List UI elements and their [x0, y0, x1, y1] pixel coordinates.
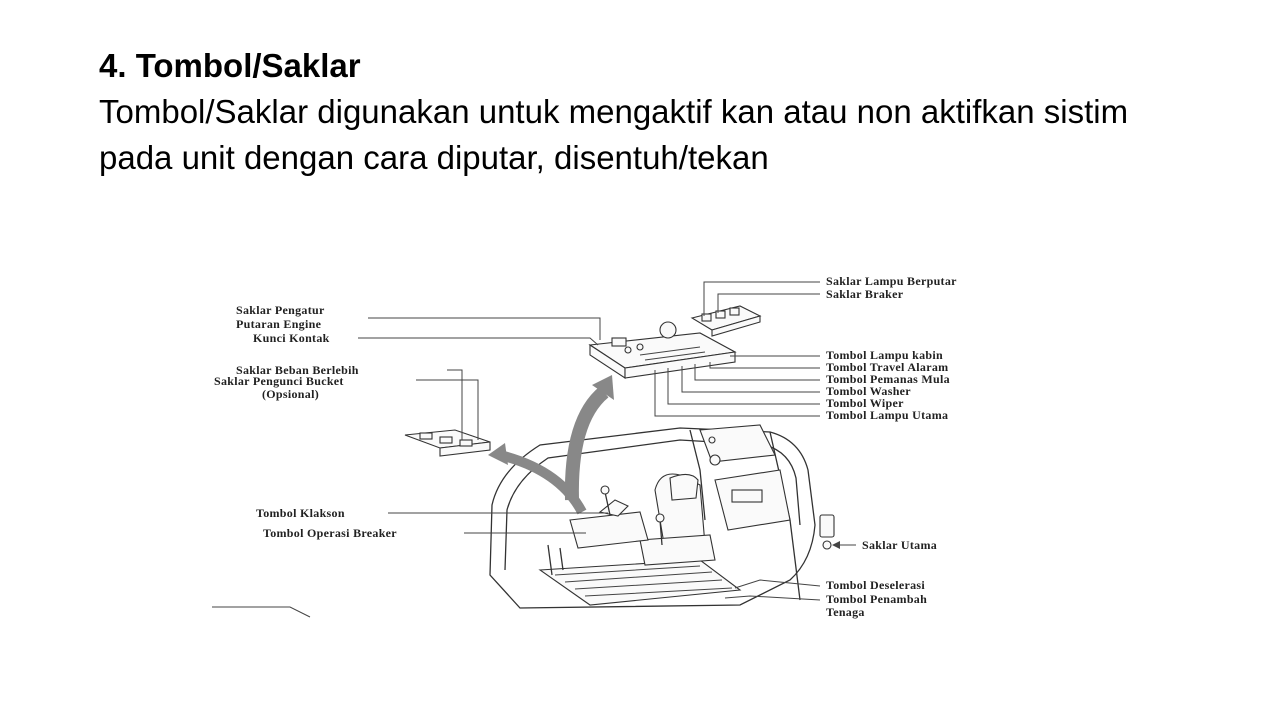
label-saklar-lampu-berputar: Saklar Lampu Berputar — [826, 274, 957, 288]
overload-switch-illustration — [405, 430, 490, 456]
label-saklar-beban-berlebih: Saklar Beban Berlebih — [236, 363, 359, 377]
slide-title: 4. Tombol/Saklar — [99, 47, 361, 84]
label-tombol-deselerasi: Tombol Deselerasi — [826, 578, 925, 592]
label-tombol-wiper: Tombol Wiper — [826, 396, 904, 410]
label-tombol-klakson: Tombol Klakson — [256, 506, 345, 520]
rocker-switch-illustration — [692, 306, 760, 336]
labels-left — [214, 303, 397, 540]
label-tombol-lampu-utama: Tombol Lampu Utama — [826, 408, 949, 422]
label-opsional: (Opsional) — [262, 387, 320, 401]
label-saklar-utama: Saklar Utama — [862, 538, 938, 552]
label-tombol-penambah: Tombol Penambah — [826, 592, 928, 606]
label-kunci-kontak: Kunci Kontak — [253, 331, 330, 345]
label-tombol-lampu-kabin: Tombol Lampu kabin — [826, 348, 944, 362]
label-tombol-travel-alaram: Tombol Travel Alaram — [826, 360, 949, 374]
label-saklar-pengatur: Saklar Pengatur — [236, 303, 325, 317]
label-tombol-pemanas-mula: Tombol Pemanas Mula — [826, 372, 950, 386]
label-tenaga: Tenaga — [826, 605, 865, 619]
label-saklar-braker: Saklar Braker — [826, 287, 904, 301]
cab-illustration — [490, 425, 834, 608]
label-tombol-operasi-breaker: Tombol Operasi Breaker — [263, 526, 397, 540]
labels-right — [826, 274, 957, 619]
label-saklar-pengunci-bucket: Saklar Pengunci Bucket — [214, 374, 344, 388]
label-putaran-engine: Putaran Engine — [236, 317, 322, 331]
slide-body-text: Tombol/Saklar digunakan untuk mengaktif kan atau non aktifkan sistim pada unit dengan cara diputar, disentuh/tekan — [99, 93, 1129, 176]
label-tombol-washer: Tombol Washer — [826, 384, 911, 398]
